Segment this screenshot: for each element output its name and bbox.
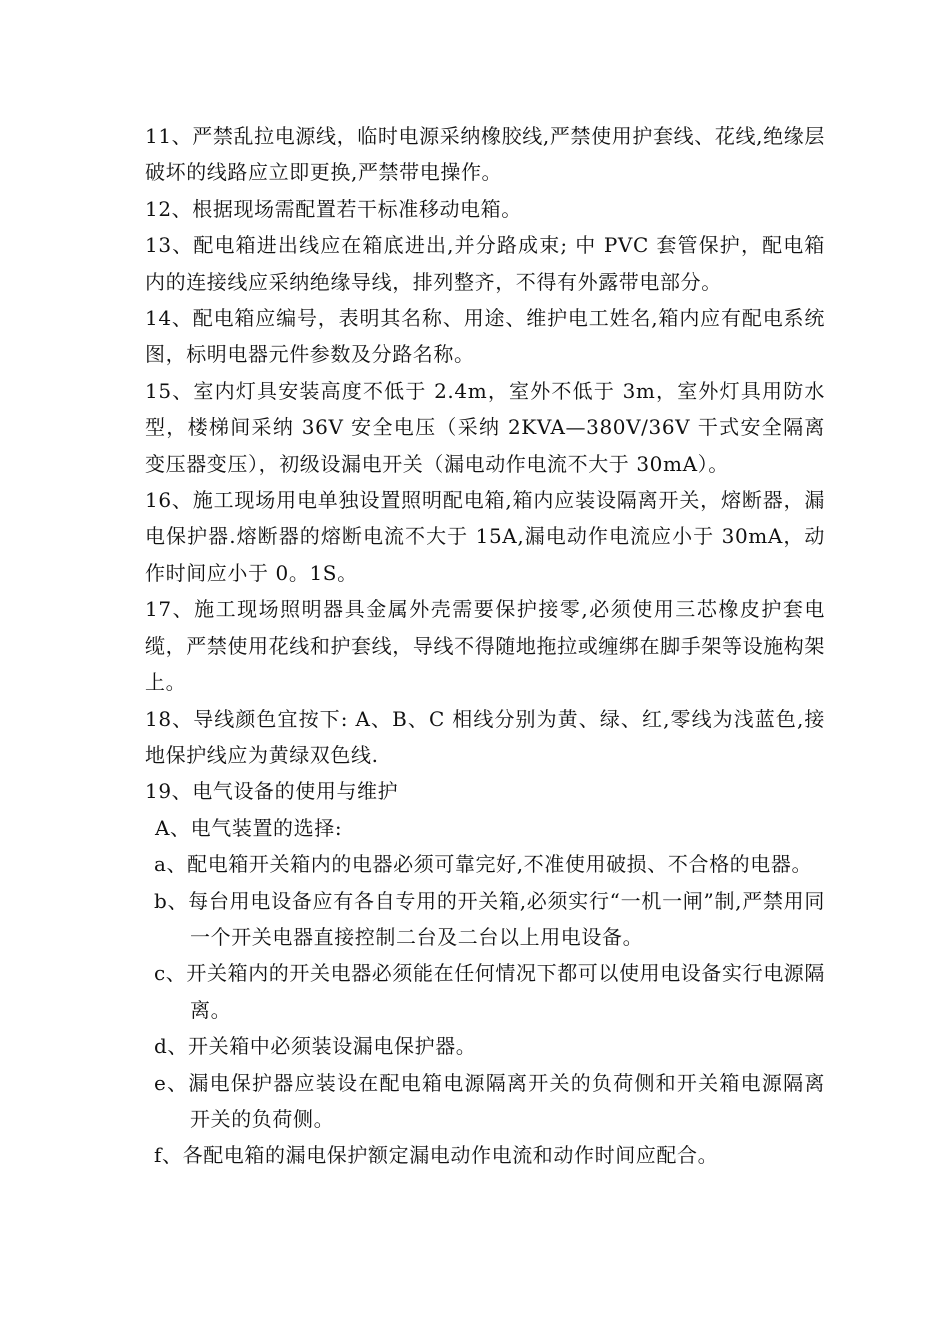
subitem-d: d、开关箱中必须装设漏电保护器。 — [154, 1034, 477, 1059]
item-11: 11、严禁乱拉电源线，临时电源采纳橡胶线,严禁使用护套线、花线,绝缘层破坏的线路应立即更换,严禁带电操作。 — [145, 124, 825, 185]
subitem-f: f、各配电箱的漏电保护额定漏电动作电流和动作时间应配合。 — [154, 1143, 719, 1168]
item-12: 12、根据现场需配置若干标准移动电箱。 — [145, 196, 522, 221]
subitem-e: e、漏电保护器应装设在配电箱电源隔离开关的负荷侧和开关箱电源隔离开关的负荷侧。 — [154, 1070, 825, 1131]
subitem-b: b、每台用电设备应有各自专用的开关箱,必须实行“一机一闸”制,严禁用同一个开关电器直接控制二台及二台以上用电设备。 — [154, 888, 825, 949]
item-13: 13、配电箱进出线应在箱底进出,并分路成束; 中 PVC 套管保护，配电箱内的连接线应采纳绝缘导线，排列整齐，不得有外露带电部分。 — [145, 233, 825, 294]
item-17: 17、施工现场照明器具金属外壳需要保护接零,必须使用三芯橡皮护套电缆，严禁使用花线和护套线，导线不得随地拖拉或缠绑在脚手架等设施构架上。 — [145, 597, 825, 695]
item-18: 18、导线颜色宜按下: A、B、C 相线分别为黄、绿、红,零线为浅蓝色,接地保护线应为黄绿双色线. — [145, 706, 825, 767]
item-14: 14、配电箱应编号，表明其名称、用途、维护电工姓名,箱内应有配电系统图，标明电器元件参数及分路名称。 — [145, 306, 825, 367]
item-19: 19、电气设备的使用与维护 — [145, 779, 399, 804]
item-16: 16、施工现场用电单独设置照明配电箱,箱内应装设隔离开关，熔断器，漏电保护器.熔断器的熔断电流不大于 15A,漏电动作电流应小于 30mA，动作时间应小于 0。1S。 — [145, 488, 825, 585]
document-body — [145, 118, 825, 1174]
subitem-a: a、配电箱开关箱内的电器必须可靠完好,不准使用破损、不合格的电器。 — [154, 852, 813, 877]
item-15: 15、室内灯具安装高度不低于 2.4m，室外不低于 3m，室外灯具用防水型，楼梯间采纳 36V 安全电压（采纳 2KVA—380V/36V 干式安全隔离变压器变压），初级设漏电开关（漏电动作电流不大于 30mA）。 — [145, 378, 825, 476]
subitem-c: c、开关箱内的开关电器必须能在任何情况下都可以使用电设备实行电源隔离。 — [154, 961, 826, 1022]
subheading-a: A、电气装置的选择: — [155, 815, 343, 840]
